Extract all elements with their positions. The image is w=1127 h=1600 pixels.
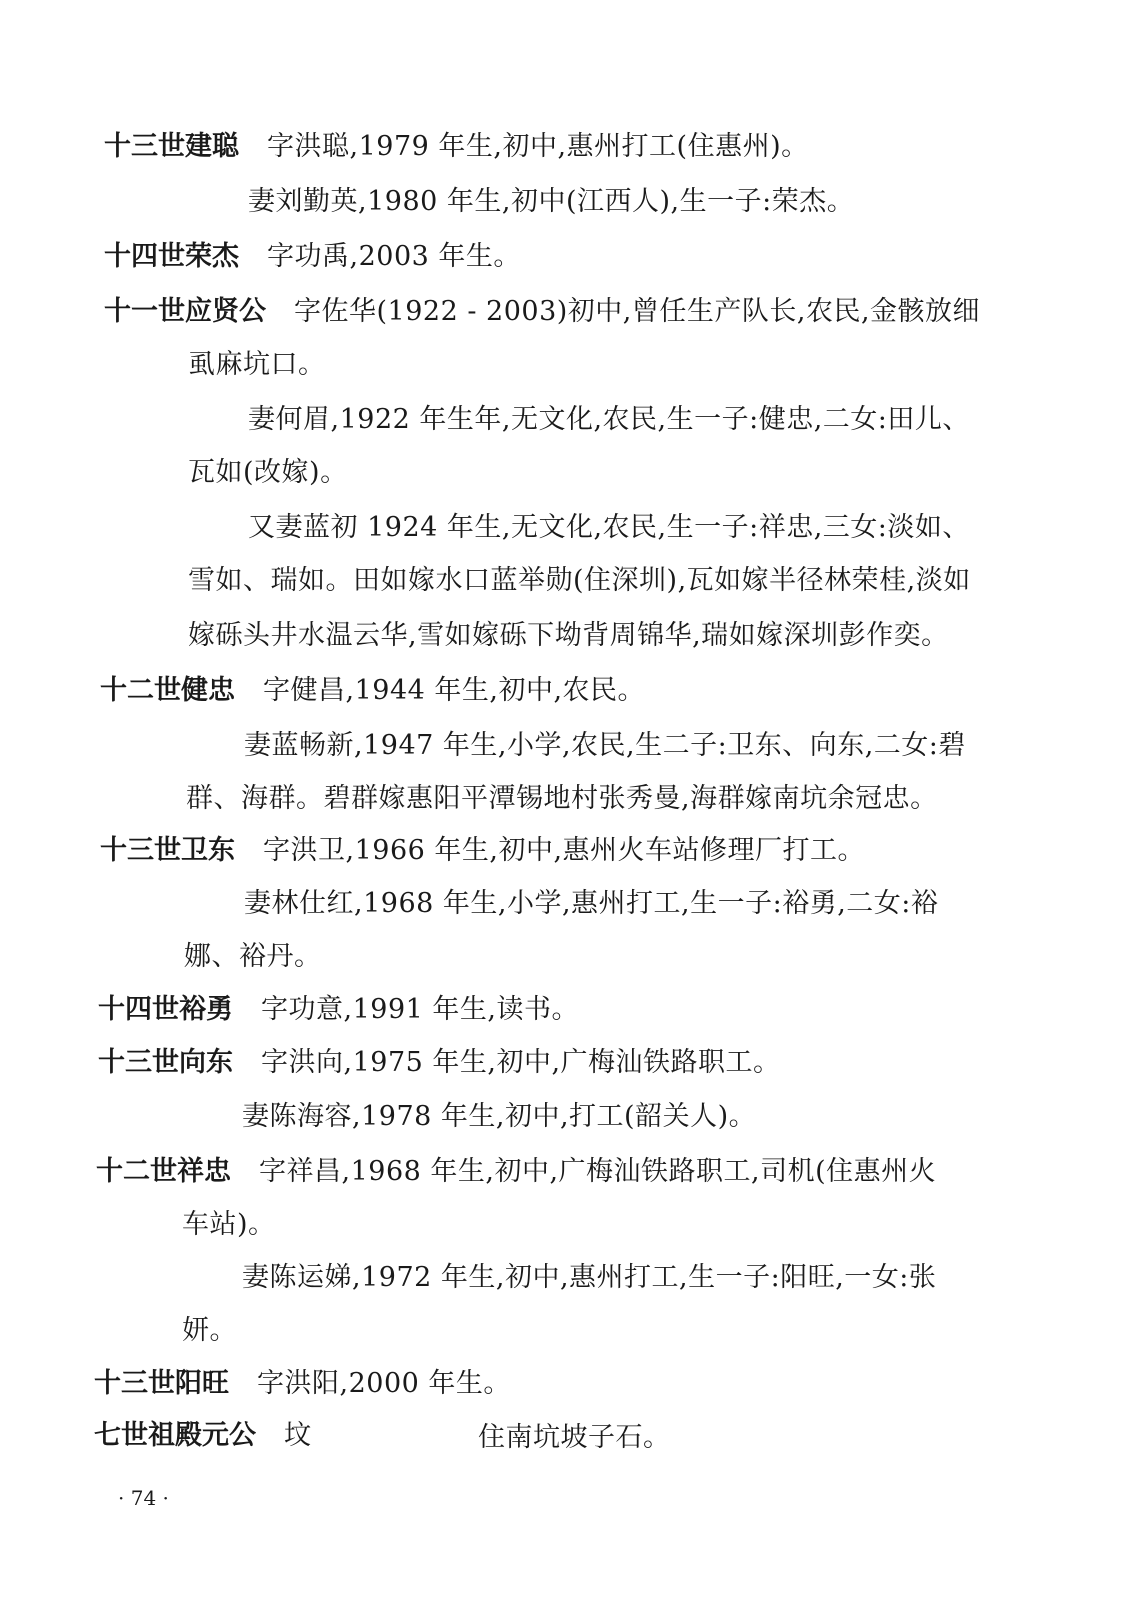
entry-text: 字祥昌,1968 年生,初中,广梅汕铁路职工,司机(住惠州火 xyxy=(259,1156,937,1187)
entry-text: 字健昌,1944 年生,初中,农民。 xyxy=(263,675,646,706)
entry-heading: 十四世裕勇 xyxy=(98,994,233,1025)
entry-text: 又妻蓝初 1924 年生,无文化,农民,生一子:祥忠,三女:淡如、 xyxy=(248,512,970,543)
entry-heading: 十三世建聪 xyxy=(104,131,239,162)
entry-line xyxy=(478,1420,671,1456)
entry-line xyxy=(104,129,809,165)
entry-line xyxy=(188,618,949,654)
entry-line xyxy=(186,781,938,817)
entry-line xyxy=(248,402,970,438)
entry-line xyxy=(184,939,322,975)
entry-line xyxy=(244,886,938,922)
entry-text: 妻何眉,1922 年生年,无文化,农民,生一子:健忠,二女:田儿、 xyxy=(248,404,970,435)
entry-line xyxy=(248,510,970,546)
entry-text: 字功意,1991 年生,读书。 xyxy=(261,994,579,1025)
entry-text: 字洪卫,1966 年生,初中,惠州火车站修理厂打工。 xyxy=(263,835,866,866)
entry-text: 字洪阳,2000 年生。 xyxy=(257,1368,511,1399)
entry-text: 群、海群。碧群嫁惠阳平潭锡地村张秀曼,海群嫁南坑余冠忠。 xyxy=(186,783,938,814)
entry-line xyxy=(242,1099,756,1135)
entry-text: 妻刘勤英,1980 年生,初中(江西人),生一子:荣杰。 xyxy=(248,186,855,217)
entry-line xyxy=(98,992,579,1028)
entry-line xyxy=(98,1045,781,1081)
entry-line xyxy=(188,455,348,491)
entry-heading: 十一世应贤公 xyxy=(104,296,266,327)
entry-text: 妻陈运娣,1972 年生,初中,惠州打工,生一子:阳旺,一女:张 xyxy=(242,1262,937,1293)
entry-text: 妻陈海容,1978 年生,初中,打工(韶关人)。 xyxy=(242,1101,757,1132)
entry-heading: 十二世健忠 xyxy=(100,675,235,706)
entry-line xyxy=(94,1366,511,1402)
entry-heading: 十三世阳旺 xyxy=(94,1368,229,1399)
entry-heading: 十二世祥忠 xyxy=(96,1156,231,1187)
entry-text: 妍。 xyxy=(182,1315,237,1346)
entry-line xyxy=(100,833,865,869)
entry-line xyxy=(182,1207,276,1243)
entry-text: 车站)。 xyxy=(182,1209,276,1240)
entry-heading: 七世祖殿元公 xyxy=(94,1420,256,1451)
entry-text: 嫁砾头井水温云华,雪如嫁砾下坳背周锦华,瑞如嫁深圳彭作奕。 xyxy=(188,620,949,651)
entry-text: 字洪向,1975 年生,初中,广梅汕铁路职工。 xyxy=(261,1047,781,1078)
entry-text: 娜、裕丹。 xyxy=(184,941,322,972)
entry-text: 瓦如(改嫁)。 xyxy=(188,457,348,488)
entry-text: 妻蓝畅新,1947 年生,小学,农民,生二子:卫东、向东,二女:碧 xyxy=(244,730,966,761)
entry-line xyxy=(104,294,980,330)
entry-line xyxy=(242,1260,936,1296)
entry-text: 虱麻坑口。 xyxy=(188,349,326,380)
entry-text: 字功禹,2003 年生。 xyxy=(267,241,521,272)
entry-heading: 十四世荣杰 xyxy=(104,241,239,272)
entry-line xyxy=(182,1313,237,1349)
page-number: · 74 · xyxy=(118,1486,169,1510)
entry-text: 坟 xyxy=(284,1420,312,1451)
entry-line xyxy=(188,347,326,383)
entry-text: 字洪聪,1979 年生,初中,惠州打工(住惠州)。 xyxy=(267,131,809,162)
entry-line xyxy=(94,1418,312,1454)
entry-line xyxy=(104,239,521,275)
entry-line xyxy=(100,673,645,709)
entry-text: 住南坑坡子石。 xyxy=(478,1422,671,1453)
entry-text: 字佐华(1922 - 2003)初中,曾任生产队长,农民,金骸放细 xyxy=(294,296,981,327)
entry-heading: 十三世向东 xyxy=(98,1047,233,1078)
entry-heading: 十三世卫东 xyxy=(100,835,235,866)
entry-text: 雪如、瑞如。田如嫁水口蓝举勋(住深圳),瓦如嫁半径林荣桂,淡如 xyxy=(188,565,971,596)
entry-line xyxy=(248,184,854,220)
entry-line xyxy=(188,563,971,599)
entry-line xyxy=(96,1154,936,1190)
entry-line xyxy=(244,728,966,764)
entry-text: 妻林仕红,1968 年生,小学,惠州打工,生一子:裕勇,二女:裕 xyxy=(244,888,939,919)
